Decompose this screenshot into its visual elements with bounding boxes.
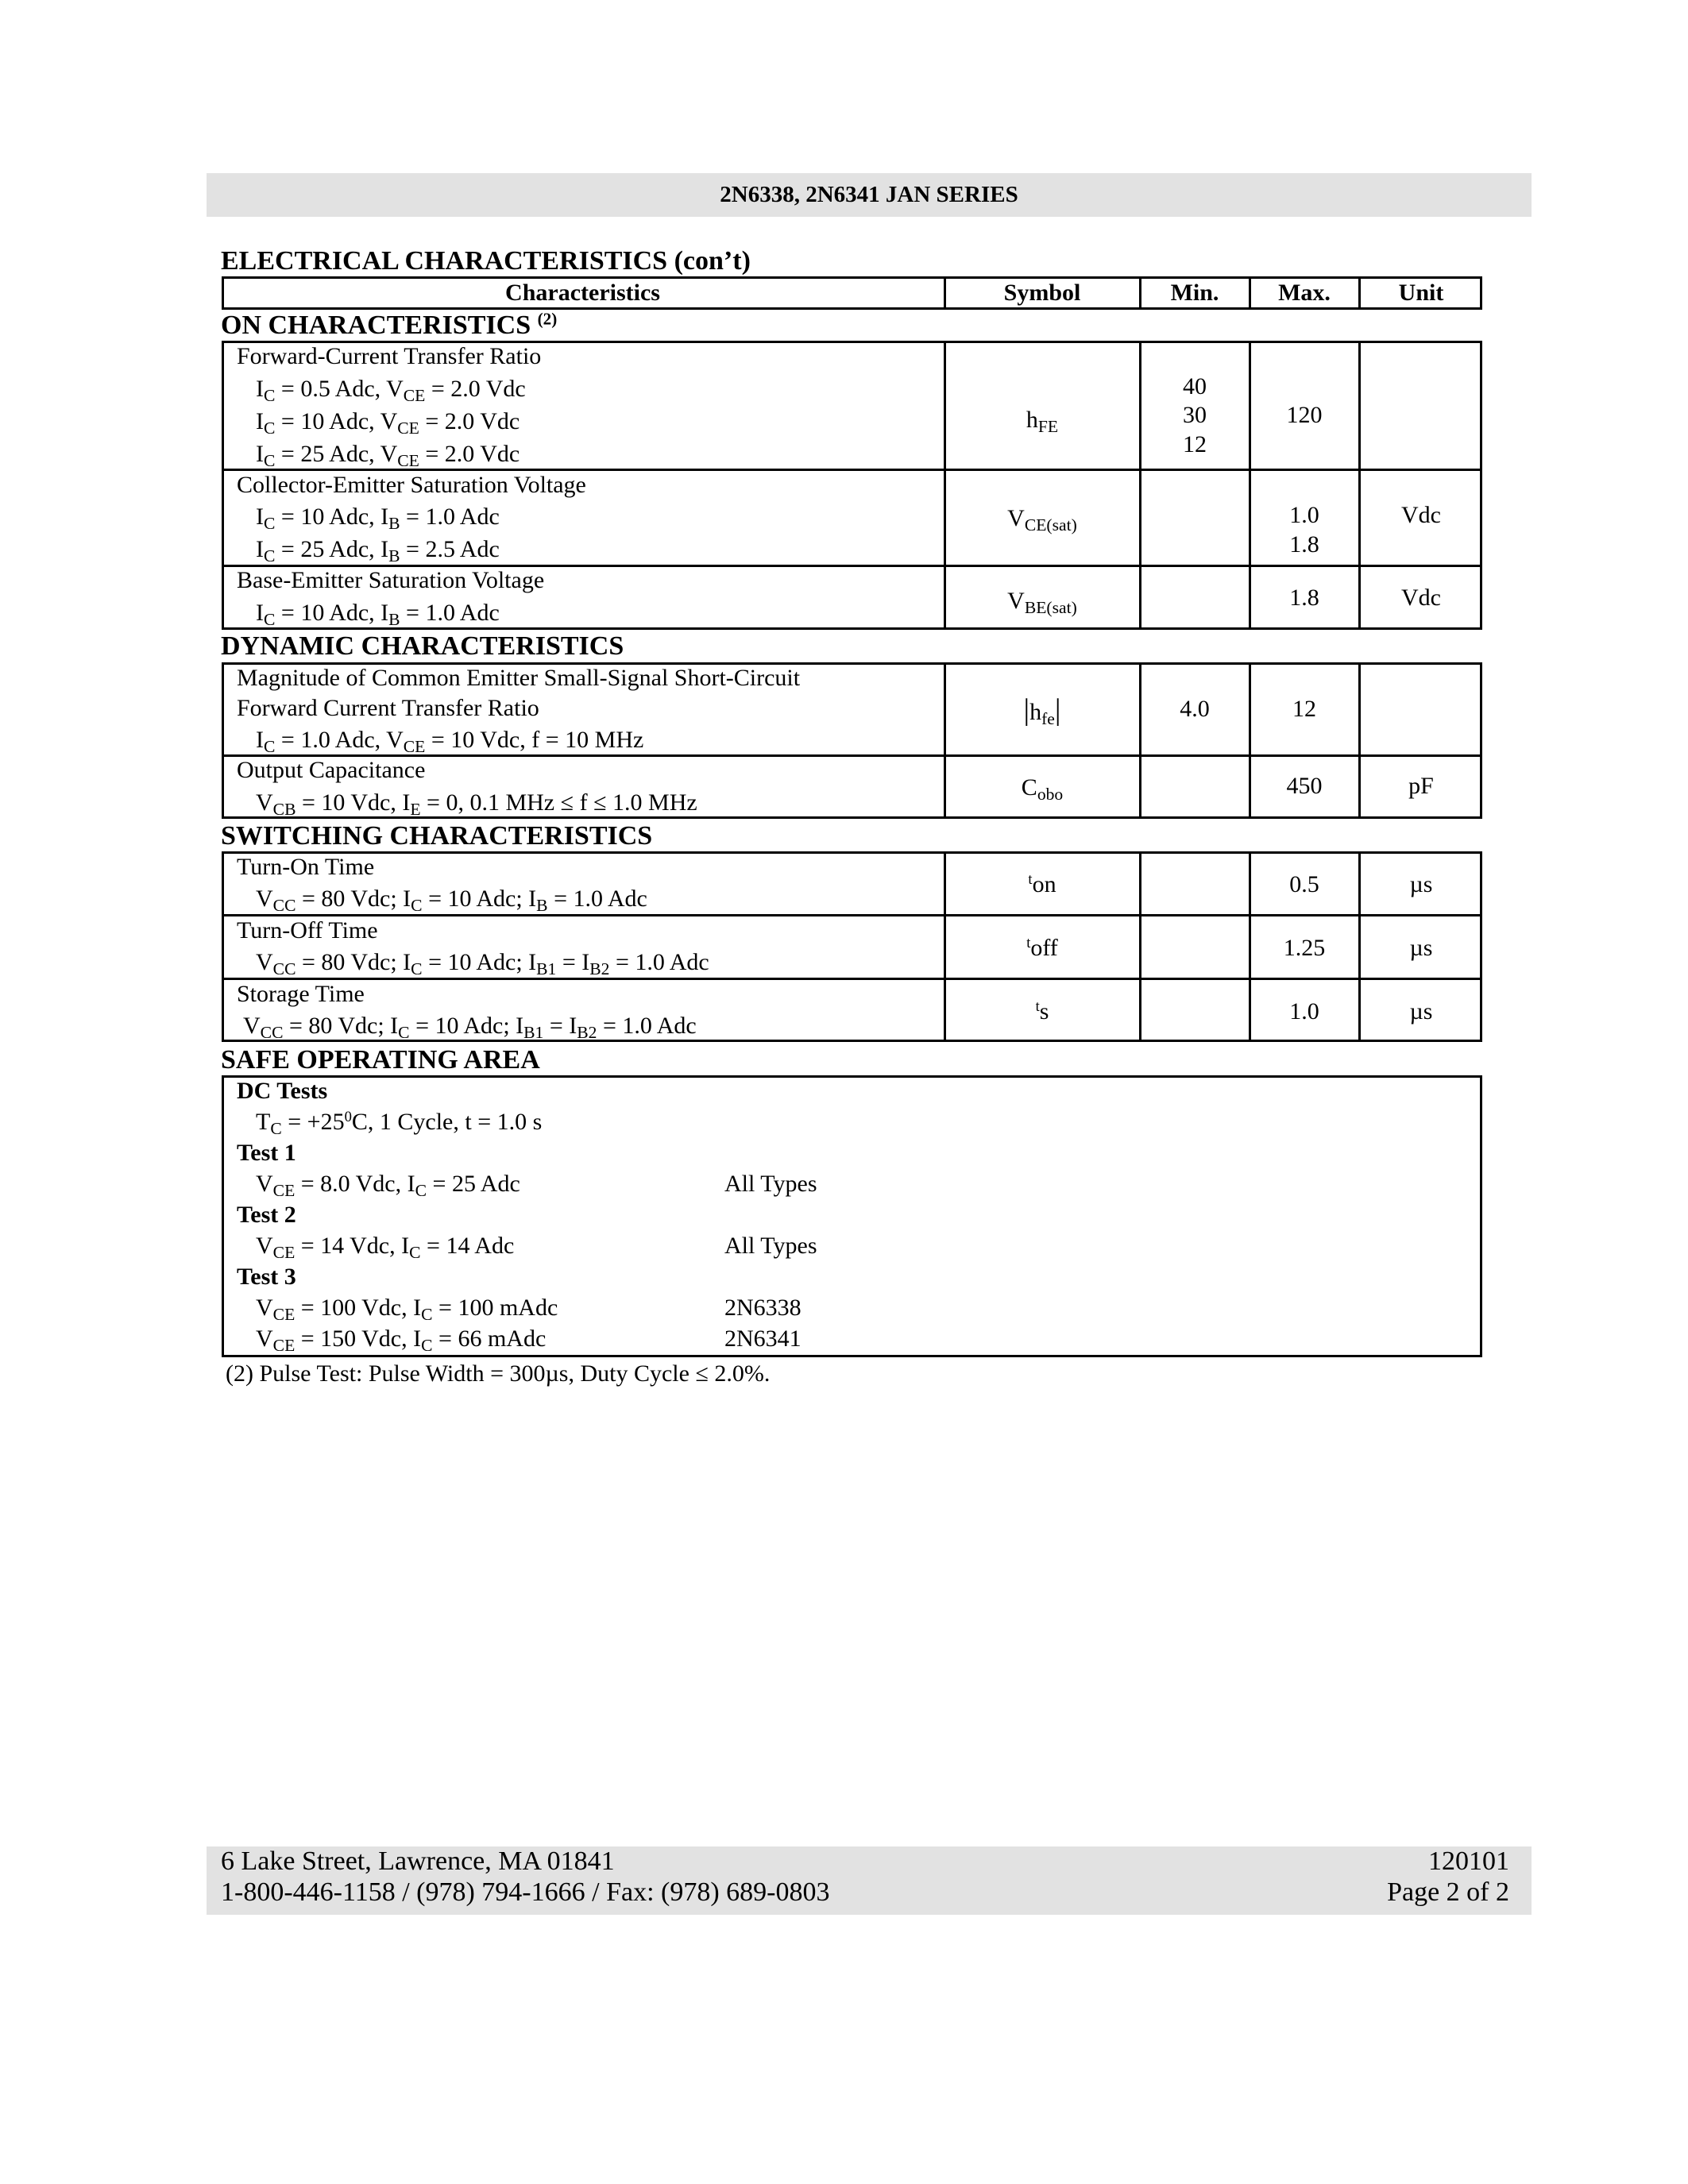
hfe-min-2: 30 xyxy=(1183,402,1207,428)
vbesat-label: Base-Emitter Saturation Voltage xyxy=(237,567,545,593)
test3-condition-2: $V_{CE} = 150$ Vdc, $I_C = 66$ mAdc xyxy=(256,1325,547,1356)
vcesat-condition-2: $I_C = 25$ Adc, $I_B = 2.5$ Adc xyxy=(256,536,500,566)
hfe-max: 120 xyxy=(1286,402,1323,428)
vbesat-condition: $I_C = 10$ Adc, $I_B = 1.0$ Adc xyxy=(256,600,500,630)
vcesat-label: Collector-Emitter Saturation Voltage xyxy=(237,472,586,498)
cobo-unit: pF xyxy=(1408,773,1434,799)
hfe-mag-condition: $I_C = 1.0$ Adc, $V_{CE} = 10$ Vdc, f = 10 MHz xyxy=(256,727,644,757)
hfe-min-3: 12 xyxy=(1183,431,1207,457)
vcesat-max-2: 1.8 xyxy=(1289,531,1319,558)
ton-condition: $V_{CC} = 80$ Vdc; $I_C = 10$ Adc; $I_B = 1.0$ Adc xyxy=(256,886,647,916)
safe-operating-area-heading: SAFE OPERATING AREA xyxy=(221,1045,540,1075)
cobo-max: 450 xyxy=(1286,773,1323,799)
vbesat-symbol: $V_{BE(sat)}$ xyxy=(1007,588,1077,618)
test1-types: All Types xyxy=(724,1171,817,1197)
ts-condition: $V_{CC} = 80$ Vdc; $I_C = 10$ Adc; $I_{B1} = I_{B2} = 1.0$ Adc xyxy=(243,1013,697,1043)
switching-characteristics-heading: SWITCHING CHARACTERISTICS xyxy=(221,821,653,851)
toff-symbol: $^t$off xyxy=(1026,934,1058,961)
test2-condition: $V_{CE} = 14$ Vdc, $I_C = 14$ Adc xyxy=(256,1233,515,1263)
ts-max: 1.0 xyxy=(1289,998,1319,1024)
hfe-symbol: $h_{FE}$ xyxy=(1026,407,1059,437)
test3-condition-1: $V_{CE} = 100$ Vdc, $I_C = 100$ mAdc xyxy=(256,1295,558,1325)
dynamic-characteristics-heading: DYNAMIC CHARACTERISTICS xyxy=(221,631,624,661)
hfe-mag-min: 4.0 xyxy=(1180,696,1210,722)
dc-tests-label: DC Tests xyxy=(237,1078,328,1104)
ts-label: Storage Time xyxy=(237,981,365,1007)
toff-label: Turn-Off Time xyxy=(237,917,378,943)
document-title: 2N6338, 2N6341 JAN SERIES xyxy=(720,182,1018,207)
toff-condition: $V_{CC} = 80$ Vdc; $I_C = 10$ Adc; $I_{B1} = I_{B2} = 1.0$ Adc xyxy=(256,949,709,979)
ton-symbol: $^t$on xyxy=(1028,870,1056,897)
hfe-mag-label-2: Forward Current Transfer Ratio xyxy=(237,695,539,721)
footer-phone: 1-800-446-1158 / (978) 794-1666 / Fax: (978) 689-0803 xyxy=(221,1877,830,1907)
hfe-mag-label-1: Magnitude of Common Emitter Small-Signal Short-Circuit xyxy=(237,665,801,691)
col-min: Min. xyxy=(1170,280,1219,306)
section-title: ELECTRICAL CHARACTERISTICS (con’t) xyxy=(221,246,751,276)
ts-symbol: $^t$s xyxy=(1035,997,1049,1024)
cobo-condition: $V_{CB} = 10$ Vdc, $I_E = 0$, 0.1 MHz ≤ f ≤ 1.0 MHz xyxy=(256,789,697,820)
ts-unit: µs xyxy=(1409,998,1433,1024)
test3-types-2: 2N6341 xyxy=(724,1325,802,1352)
cobo-symbol: $C_{obo}$ xyxy=(1021,774,1064,805)
footer-address: 6 Lake Street, Lawrence, MA 01841 xyxy=(221,1846,615,1876)
dc-tests-condition: $T_C = +25^0C$, 1 Cycle, t = 1.0 s xyxy=(256,1108,543,1139)
hfe-condition-1: $I_C = 0.5$ Adc, $V_{CE} = 2.0$ Vdc xyxy=(256,376,526,406)
col-unit: Unit xyxy=(1398,280,1444,306)
ton-unit: µs xyxy=(1409,871,1433,897)
col-max: Max. xyxy=(1278,280,1331,306)
col-symbol: Symbol xyxy=(1003,280,1081,306)
test1-label: Test 1 xyxy=(237,1140,296,1166)
col-characteristics: Characteristics xyxy=(505,280,660,306)
hfe-label: Forward-Current Transfer Ratio xyxy=(237,343,542,369)
hfe-condition-3: $I_C = 25$ Adc, $V_{CE} = 2.0$ Vdc xyxy=(256,441,520,471)
hfe-min-1: 40 xyxy=(1183,373,1207,399)
footnote: (2) Pulse Test: Pulse Width = 300µs, Duty Cycle ≤ 2.0%. xyxy=(226,1360,771,1387)
hfe-condition-2: $I_C = 10$ Adc, $V_{CE} = 2.0$ Vdc xyxy=(256,408,520,438)
header-bar xyxy=(207,173,1532,217)
test3-types-1: 2N6338 xyxy=(724,1295,802,1321)
vcesat-condition-1: $I_C = 10$ Adc, $I_B = 1.0$ Adc xyxy=(256,504,500,534)
ton-max: 0.5 xyxy=(1289,871,1319,897)
cobo-label: Output Capacitance xyxy=(237,757,426,783)
test2-label: Test 2 xyxy=(237,1202,296,1228)
vcesat-symbol: $V_{CE(sat)}$ xyxy=(1007,505,1077,535)
test3-label: Test 3 xyxy=(237,1264,296,1290)
on-characteristics-heading: ON CHARACTERISTICS $^{(2)}$ xyxy=(221,309,558,340)
vcesat-unit: Vdc xyxy=(1401,502,1441,528)
footer-doc-number: 120101 xyxy=(1428,1846,1509,1876)
vbesat-max: 1.8 xyxy=(1289,585,1319,611)
toff-max: 1.25 xyxy=(1283,935,1326,961)
vcesat-max-1: 1.0 xyxy=(1289,502,1319,528)
test2-types: All Types xyxy=(724,1233,817,1259)
toff-unit: µs xyxy=(1409,935,1433,961)
test1-condition: $V_{CE} = 8.0$ Vdc, $I_C = 25$ Adc xyxy=(256,1171,520,1201)
hfe-mag-symbol: $|h_{fe}|$ xyxy=(1023,693,1061,729)
vbesat-unit: Vdc xyxy=(1401,585,1441,611)
hfe-mag-max: 12 xyxy=(1292,696,1316,722)
footer-page-number: Page 2 of 2 xyxy=(1387,1877,1509,1907)
ton-label: Turn-On Time xyxy=(237,854,375,880)
